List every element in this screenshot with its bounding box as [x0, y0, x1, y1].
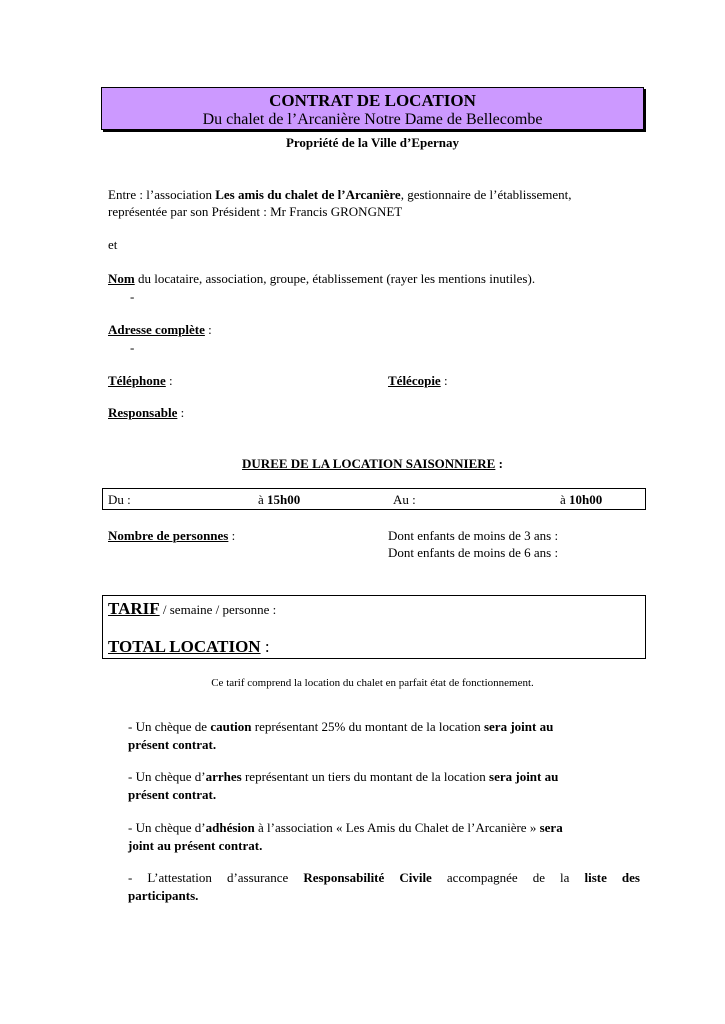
list-item: - Un chèque d’adhésion à l’association « Les Amis du Chalet de l’Arcanière » sera joint au présent contrat. [128, 820, 563, 853]
responsable-label: Responsable [108, 405, 178, 420]
list-item: - L’attestation d’assurance Responsabilité Civile accompagnée de la liste des participants. [128, 870, 640, 903]
nom-description: du locataire, association, groupe, établissement (rayer les mentions inutiles). [134, 271, 536, 286]
represented-by: représentée par son Président : Mr Francis GRONGNET [108, 204, 403, 219]
parties-paragraph: Entre : l’association Les amis du chalet de l’Arcanière, gestionnaire de l’établissement, représentée par son Président : Mr Francis GRONGNET [108, 187, 572, 219]
tarif-label: TARIF [108, 599, 160, 618]
enfants-6-ans: Dont enfants de moins de 6 ans : [388, 545, 559, 560]
total-label: TOTAL LOCATION [108, 637, 261, 656]
du-time: à 15h00 [258, 492, 301, 507]
association-name: Les amis du chalet de l’Arcanière [215, 187, 401, 202]
nom-label: Nom [108, 271, 135, 286]
personnes-field: Nombre de personnes : [108, 528, 236, 543]
responsable-field: Responsable : [108, 405, 185, 420]
duree-box [102, 488, 646, 510]
tarif-note: Ce tarif comprend la location du chalet en parfait état de fonctionnement. [211, 677, 534, 689]
list-item: - Un chèque de caution représentant 25% du montant de la location sera joint au présent contrat. [128, 719, 554, 752]
telecopie-field: Télécopie : [388, 373, 448, 388]
contract-subtitle: Du chalet de l’Arcanière Notre Dame de Bellecombe [202, 111, 543, 128]
telephone-label: Téléphone [108, 373, 166, 388]
du-label: Du : [108, 492, 131, 507]
owner-line: Propriété de la Ville d’Epernay [285, 135, 460, 150]
nom-field [108, 270, 648, 287]
personnes-label: Nombre de personnes [108, 528, 229, 543]
telephone-field: Téléphone : [108, 373, 173, 388]
au-time: à 10h00 [560, 492, 603, 507]
adresse-dash: - [130, 340, 135, 355]
adresse-label: Adresse complète [108, 322, 205, 337]
au-label: Au : [393, 492, 416, 507]
enfants-3-ans: Dont enfants de moins de 3 ans : [388, 528, 559, 543]
duree-heading: DUREE DE LA LOCATION SAISONNIERE : [242, 456, 503, 471]
total-line: TOTAL LOCATION : [108, 637, 270, 656]
tarif-box [102, 595, 646, 659]
et-text: et [108, 237, 118, 252]
list-item: - Un chèque d’arrhes représentant un tiers du montant de la location sera joint au présent contrat. [128, 769, 559, 802]
nom-dash: - [130, 289, 135, 304]
adresse-field: Adresse complète : [108, 322, 212, 337]
contract-title: CONTRAT DE LOCATION [269, 91, 476, 110]
tarif-line: TARIF / semaine / personne : [108, 599, 277, 618]
telecopie-label: Télécopie [388, 373, 441, 388]
title-box [101, 87, 644, 130]
